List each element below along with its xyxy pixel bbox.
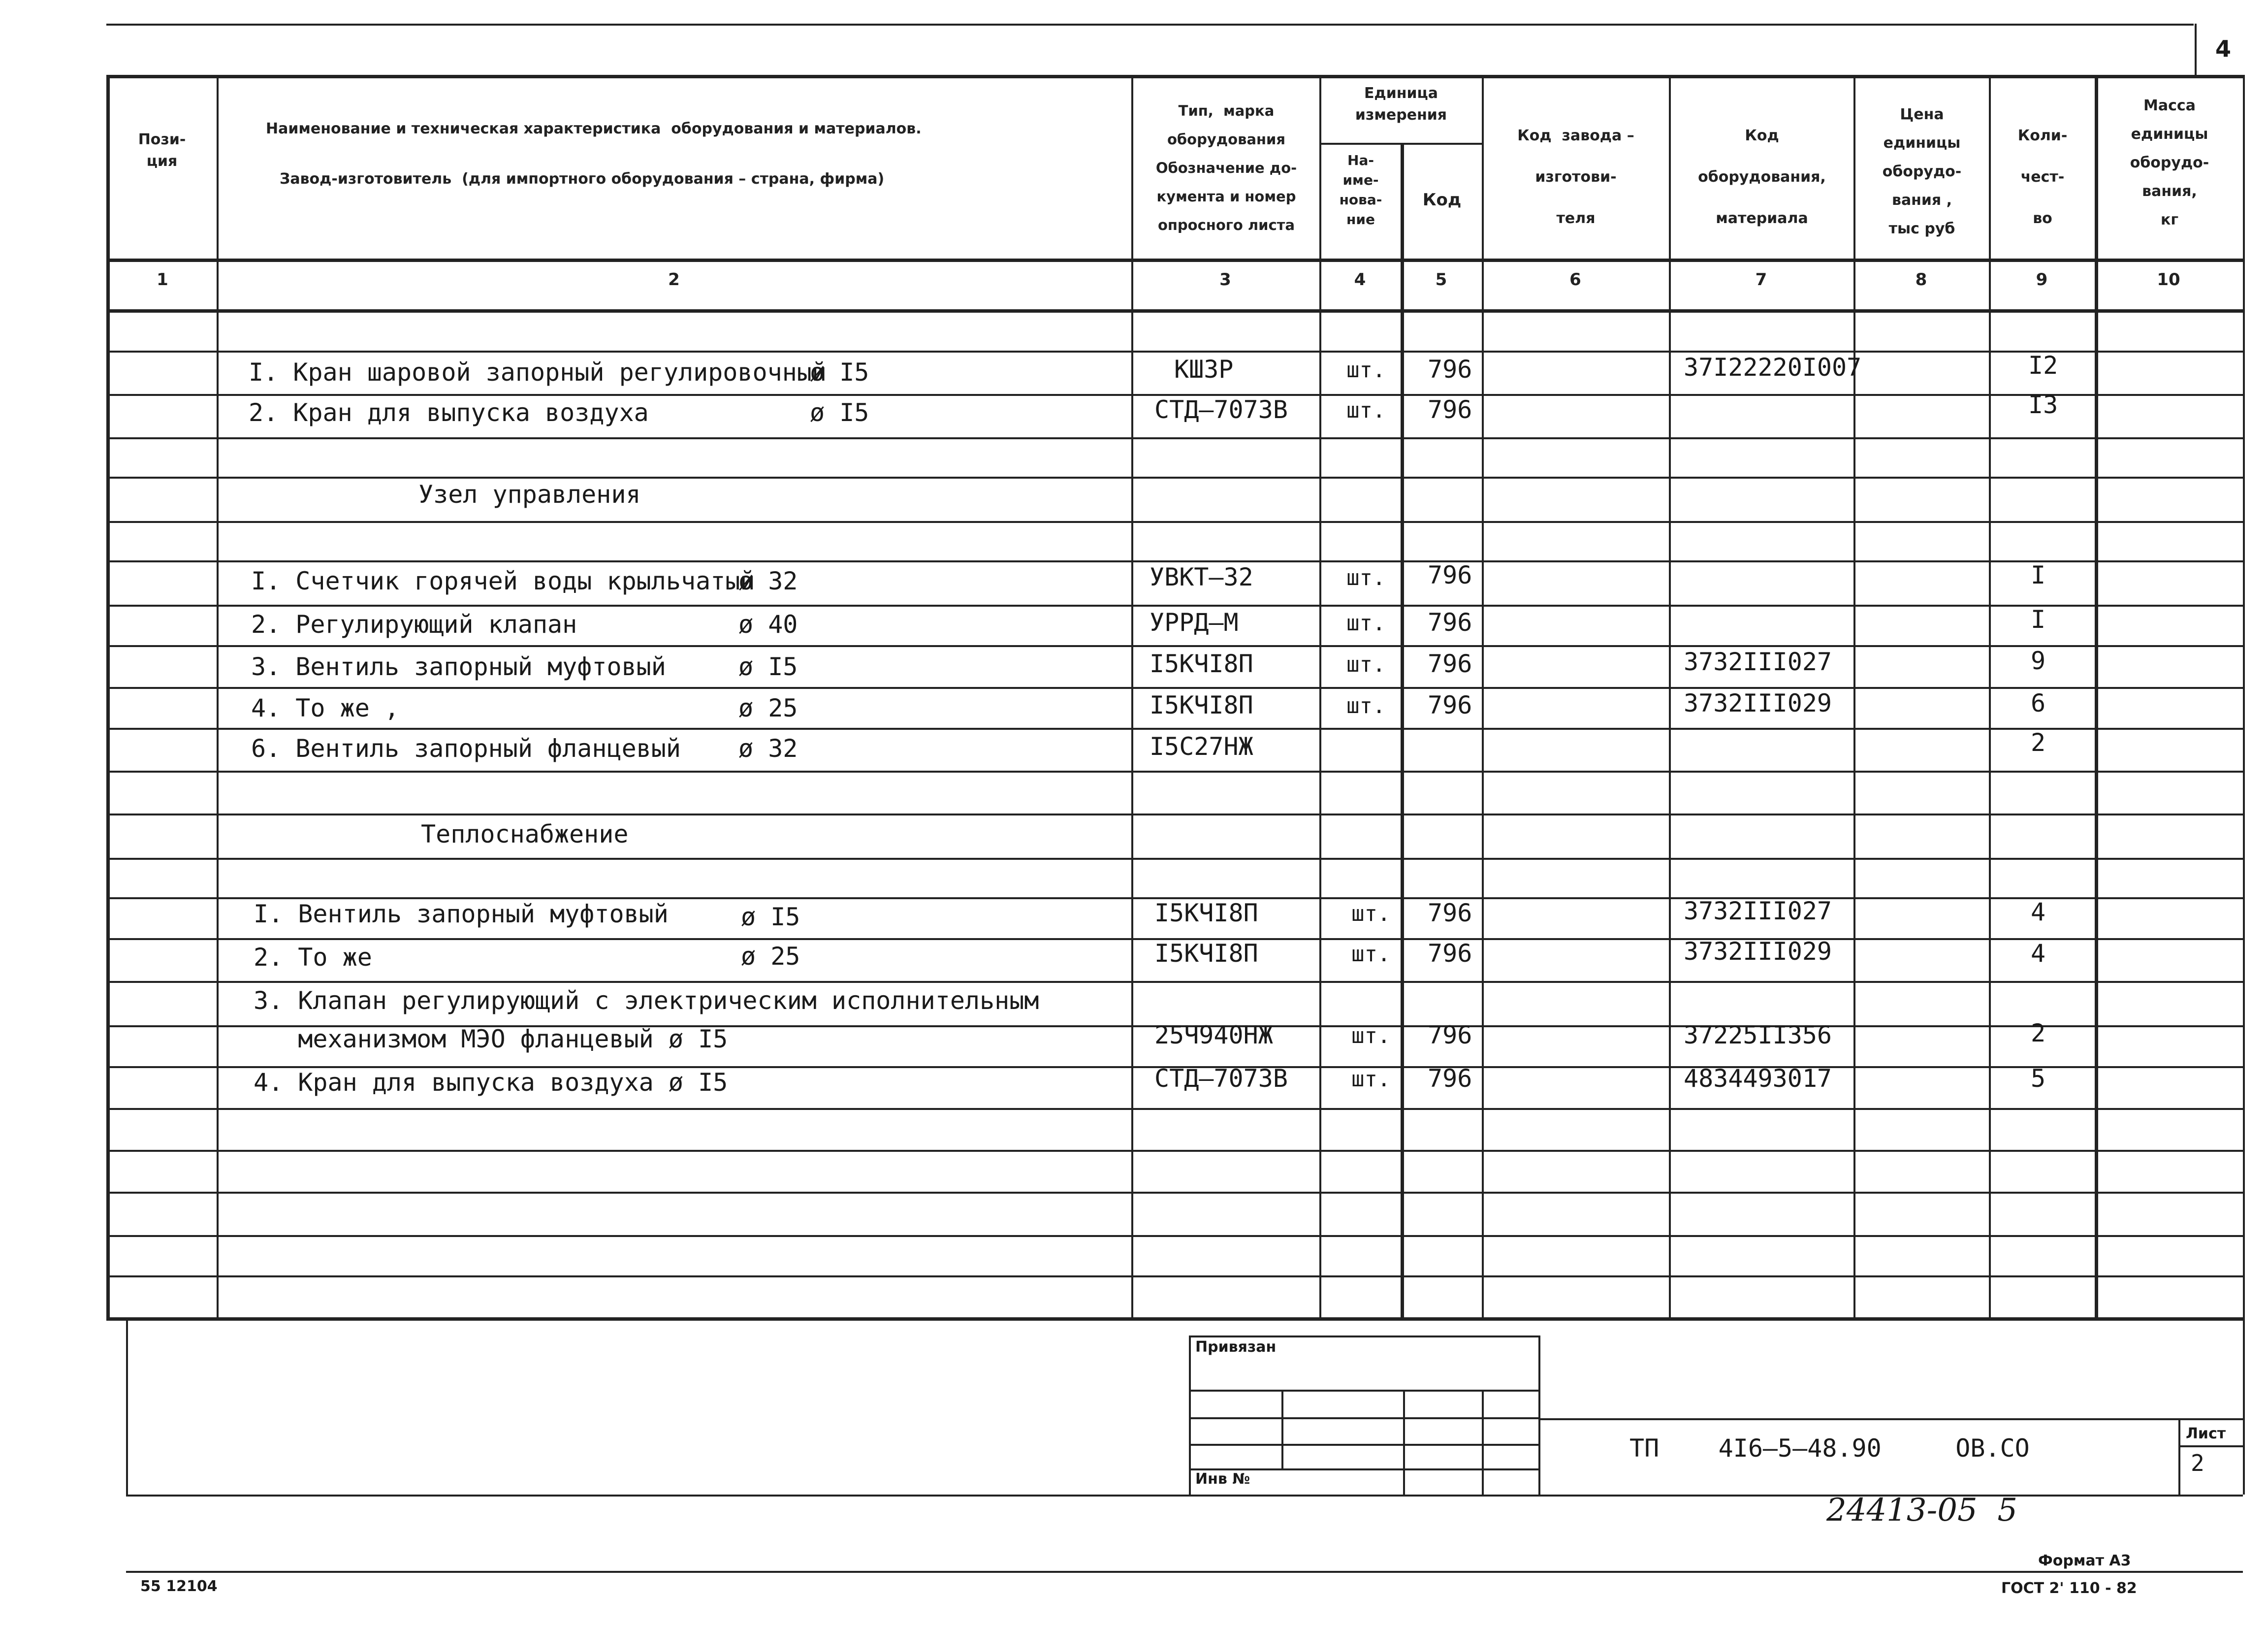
row-material-code: 3732III029	[1684, 937, 1832, 966]
row-name: I. Кран шаровой запорный регулировочный	[249, 358, 827, 387]
row-type: 25Ч940НЖ	[1154, 1021, 1273, 1049]
row-diameter: ø 25	[741, 942, 800, 971]
sheet-label: Лист	[2186, 1425, 2226, 1442]
header-position: Пози- ция	[138, 131, 186, 170]
row-name: 2. То же	[254, 943, 372, 972]
row-unit: шт.	[1351, 1023, 1391, 1048]
page-number-box	[2195, 24, 2197, 76]
approval-grid-left	[1189, 1335, 1191, 1495]
colnum-9: 9	[2036, 270, 2048, 290]
row-quantity: 9	[2031, 647, 2046, 675]
header-price: Цена единицы оборудо- вания , тыс руб	[1882, 106, 1962, 237]
row-name: 6. Вентиль запорный фланцевый	[251, 734, 681, 763]
row-quantity: I	[2031, 561, 2046, 589]
row-type: I5КЧI8П	[1154, 939, 1258, 968]
header-equipment-code: Код оборудования, материала	[1698, 127, 1826, 227]
row-type: I5С27НЖ	[1150, 732, 1253, 761]
footer-line	[126, 1571, 2243, 1573]
row-unit: шт.	[1346, 358, 1386, 383]
row-quantity: I3	[2028, 391, 2058, 419]
header-name-line2: Завод-изготовитель (для импортного оборудования – страна, фирма)	[280, 170, 885, 188]
row-type: I5КЧI8П	[1150, 650, 1253, 678]
row-unit: шт.	[1346, 693, 1386, 718]
row-diameter: ø 25	[738, 694, 798, 722]
row-quantity: I	[2031, 605, 2046, 634]
stamp-right-border	[2243, 1317, 2245, 1495]
row-type: I5КЧI8П	[1150, 691, 1253, 719]
row-name: 2. Регулирующий клапан	[251, 610, 577, 639]
colnum-bottom	[106, 309, 2243, 313]
row-diameter: ø 32	[738, 567, 798, 595]
row-quantity: 6	[2031, 689, 2046, 717]
row-unit: шт.	[1351, 901, 1391, 926]
row-type: КШЗР	[1174, 355, 1234, 384]
row-code: 796	[1428, 561, 1472, 589]
row-name: I. Вентиль запорный муфтовый	[254, 900, 669, 928]
colnum-2: 2	[668, 270, 680, 290]
row-unit: шт.	[1346, 611, 1386, 636]
sheet-box-left	[2178, 1418, 2180, 1495]
page-number: 4	[2215, 35, 2232, 62]
gost-label: ГОСТ 2' 110 - 82	[2001, 1580, 2137, 1597]
row-line	[106, 1235, 2243, 1237]
row-material-code: 3732III029	[1684, 689, 1832, 717]
row-line	[106, 1150, 2243, 1152]
row-line	[106, 351, 2243, 353]
row-code: 796	[1428, 395, 1472, 424]
row-name: 4. Кран для выпуска воздуха ø I5	[254, 1068, 728, 1097]
privyazan-label: Привязан	[1195, 1338, 1277, 1356]
row-line	[106, 687, 2243, 689]
colnum-4: 4	[1354, 270, 1366, 290]
colnum-7: 7	[1755, 270, 1767, 290]
doc-code-divider	[1538, 1418, 2243, 1420]
row-material-code: 4834493017	[1684, 1064, 1832, 1093]
header-unit-group: Единица измерения	[1355, 85, 1447, 124]
row-quantity: 4	[2031, 898, 2046, 926]
row-material-code: 3732III027	[1684, 648, 1832, 676]
section-heading: Теплоснабжение	[421, 820, 629, 848]
header-unit-code: Код	[1422, 190, 1462, 210]
header-unit-name: На- име- нова- ние	[1339, 152, 1382, 228]
table-top-border	[106, 75, 2243, 78]
row-code: 796	[1428, 650, 1472, 678]
row-material-code: 37225II356	[1684, 1021, 1832, 1049]
approval-grid-line	[1189, 1444, 1538, 1446]
row-diameter: ø I5	[810, 398, 869, 427]
row-code: 796	[1428, 939, 1472, 968]
format-label: Формат А3	[2038, 1552, 2131, 1569]
row-line	[106, 521, 2243, 523]
colnum-3: 3	[1219, 270, 1231, 290]
row-diameter: ø 32	[738, 734, 798, 763]
row-type: УРРД–М	[1150, 608, 1239, 637]
row-name: 2. Кран для выпуска воздуха	[249, 398, 649, 427]
row-line	[106, 437, 2243, 439]
row-quantity: I2	[2028, 351, 2058, 380]
table-right-border	[2243, 75, 2245, 1321]
approval-grid-line	[1482, 1390, 1484, 1495]
row-code: 796	[1428, 608, 1472, 637]
row-line	[106, 981, 2243, 983]
row-code: 796	[1428, 899, 1472, 927]
approval-grid-line	[1189, 1417, 1538, 1419]
row-name: I. Счетчик горячей воды крыльчатый	[251, 567, 755, 595]
stamp-left-border	[126, 1317, 128, 1495]
row-code: 796	[1428, 1064, 1472, 1093]
row-line	[106, 605, 2243, 607]
row-diameter: ø 40	[738, 610, 798, 639]
row-type: I5КЧI8П	[1154, 899, 1258, 927]
row-code: 796	[1428, 355, 1472, 384]
row-line	[106, 477, 2243, 479]
row-diameter: ø I5	[810, 358, 869, 387]
row-code: 796	[1428, 1021, 1472, 1049]
colnum-8: 8	[1915, 270, 1927, 290]
header-type: Тип, марка оборудования Обозначение до- кумента и номер опросного листа	[1155, 102, 1297, 233]
row-line	[106, 771, 2243, 773]
row-line	[106, 645, 2243, 647]
colnum-5: 5	[1435, 270, 1447, 290]
sheet-number: 2	[2191, 1450, 2204, 1476]
row-type: СТД–7073В	[1154, 1064, 1288, 1093]
print-number: 55 12104	[140, 1578, 218, 1595]
inventory-number-label: Инв №	[1195, 1470, 1250, 1488]
row-quantity: 5	[2031, 1064, 2046, 1093]
table-bottom-border	[106, 1317, 2243, 1321]
colnum-1: 1	[157, 270, 168, 290]
row-unit: шт.	[1346, 565, 1386, 590]
row-line	[106, 1275, 2243, 1277]
row-code: 796	[1428, 691, 1472, 719]
row-diameter: ø I5	[738, 652, 798, 681]
row-line	[106, 1192, 2243, 1194]
row-name: 3. Клапан регулирующий с электрическим исполнительным	[254, 986, 1039, 1015]
col-divider	[1401, 143, 1404, 1321]
row-quantity: 2	[2031, 1019, 2046, 1047]
row-name: 3. Вентиль запорный муфтовый	[251, 652, 666, 681]
approval-grid-top	[1189, 1335, 1538, 1337]
document-code: ТП 4I6–5–48.90 ОВ.СО	[1629, 1434, 2030, 1463]
row-unit: шт.	[1346, 398, 1386, 423]
approval-grid-line	[1281, 1390, 1283, 1468]
header-factory-code: Код завода – изготови- теля	[1517, 127, 1634, 227]
approval-grid-line	[1403, 1390, 1405, 1495]
colnum-10: 10	[2157, 270, 2180, 290]
header-name-line1: Наименование и техническая характеристика оборудования и материалов.	[266, 120, 922, 137]
row-quantity: 4	[2031, 939, 2046, 968]
row-unit: шт.	[1351, 1067, 1391, 1092]
row-unit: шт.	[1351, 942, 1391, 967]
colnum-6: 6	[1569, 270, 1581, 290]
row-line	[106, 1108, 2243, 1110]
row-type: СТД–7073В	[1154, 395, 1288, 424]
row-material-code: 37I22220I007	[1684, 353, 1862, 382]
unit-group-divider	[1319, 143, 1482, 145]
row-name: 4. То же ,	[251, 694, 400, 722]
row-line	[106, 728, 2243, 730]
row-name: механизмом МЭО фланцевый ø I5	[254, 1025, 728, 1053]
approval-grid-right	[1538, 1335, 1540, 1495]
header-mass: Масса единицы оборудо- вания, кг	[2130, 97, 2209, 228]
row-unit: шт.	[1346, 652, 1386, 677]
header-bottom	[106, 259, 2243, 262]
handwritten-number: 24413-05 5	[1826, 1492, 2018, 1529]
row-material-code: 3732III027	[1684, 897, 1832, 925]
sheet-box-divider	[2178, 1445, 2243, 1447]
row-line	[106, 858, 2243, 860]
section-heading: Узел управления	[418, 480, 641, 509]
row-line	[106, 814, 2243, 815]
row-diameter: ø I5	[741, 903, 800, 931]
row-quantity: 2	[2031, 728, 2046, 757]
header-quantity: Коли- чест- во	[2017, 127, 2068, 227]
top-border	[106, 24, 2194, 26]
row-type: УВКТ–32	[1150, 563, 1253, 591]
approval-grid-line	[1189, 1390, 1538, 1392]
